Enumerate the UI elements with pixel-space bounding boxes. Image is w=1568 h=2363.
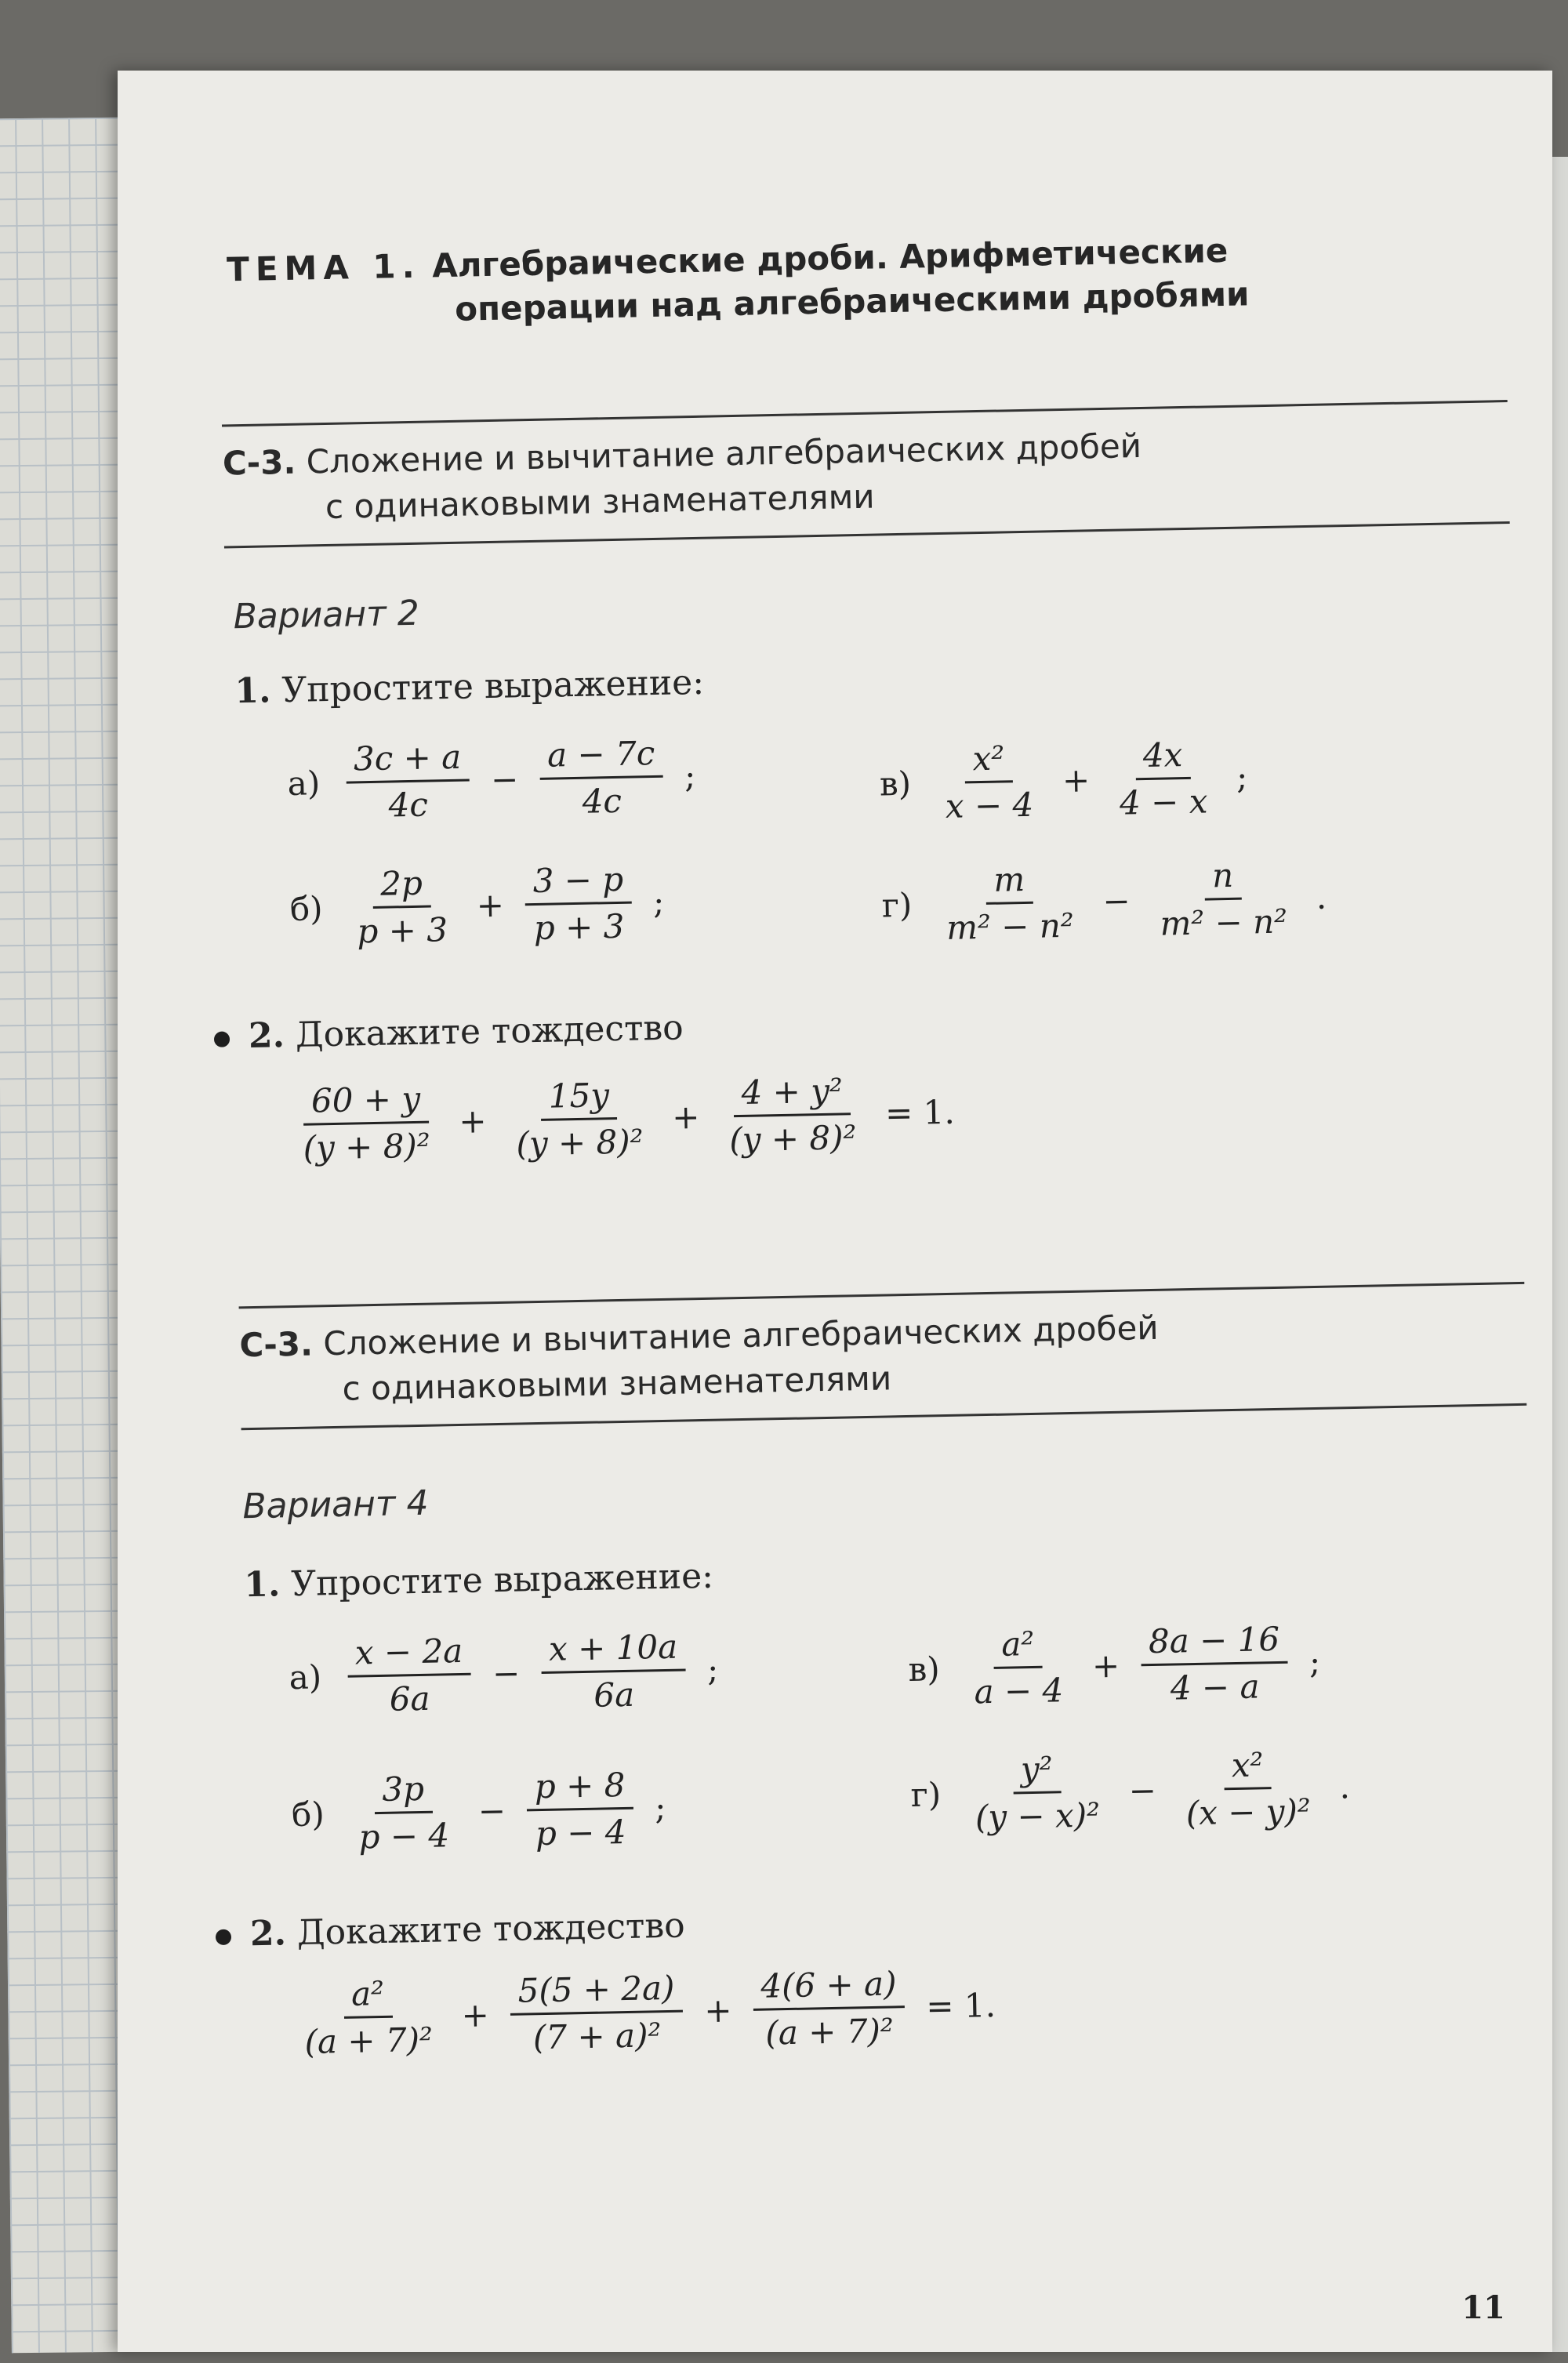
fraction: $\frac{5(5 + 2a)}{\text{(7 + a)²}}$ xyxy=(510,1969,684,2057)
identity-rhs: = 1. xyxy=(884,1092,956,1133)
task-number: 1. xyxy=(234,670,271,712)
task-2 xyxy=(213,1007,684,1056)
operator: + xyxy=(703,1991,733,2031)
bullet-icon xyxy=(214,1031,230,1047)
fraction: $\frac{8a - 16}{4 - a}$ xyxy=(1140,1620,1288,1708)
operator: + xyxy=(476,885,505,925)
topic-label: ТЕМА 1. xyxy=(226,246,422,289)
item-label: г) xyxy=(910,1775,942,1814)
operator: + xyxy=(1062,760,1091,800)
topic-title-line2: операции над алгебраическими дробями xyxy=(454,274,1250,328)
section-code: С-3. xyxy=(222,442,296,483)
task-text: Упростите выражение: xyxy=(281,662,705,711)
fraction: $\frac{15y}{\text{(y + 8)²}}$ xyxy=(516,1076,644,1163)
operator: + xyxy=(1091,1646,1120,1686)
task-text: Упростите выражение: xyxy=(290,1555,714,1605)
fraction: $\frac{\text{a²}}{a - 4}$ xyxy=(974,1624,1064,1711)
operator: − xyxy=(492,1653,521,1693)
fraction: $\frac{4(6 + a)}{\text{(a + 7)²}}$ xyxy=(753,1964,906,2053)
task-text: Докажите тождество xyxy=(295,1007,684,1055)
section-title-line1: Сложение и вычитание алгебраических дробей xyxy=(322,1308,1160,1363)
page-number: 11 xyxy=(1461,2289,1505,2326)
task-number: 2. xyxy=(248,1015,285,1057)
operator: − xyxy=(477,1791,506,1831)
fraction: $\frac{\text{y²}}{\text{(y − x)²}}$ xyxy=(975,1749,1101,1837)
exercise-item-b: б) $\frac{3p}{p - 4}$ − $\frac{p + 8}{p - 4}$ ; xyxy=(291,1765,666,1857)
operator: + xyxy=(671,1097,700,1137)
exercise-item-a: а) $\frac{x - 2a}{6a}$ − $\frac{x + 10a}{6a}$ ; xyxy=(289,1627,719,1719)
task-number: 1. xyxy=(243,1564,281,1606)
operator: − xyxy=(1102,881,1131,921)
item-label: г) xyxy=(881,885,913,925)
fraction: $\frac{4x}{4 - x}$ xyxy=(1119,735,1208,822)
identity-expression xyxy=(291,1962,1003,2061)
task-2 xyxy=(215,1906,685,1955)
fraction: $\frac{\text{x²}}{x - 4}$ xyxy=(945,739,1034,826)
fraction: $\frac{\text{4 + y²}}{\text{(y + 8)²}}$ xyxy=(728,1071,857,1160)
topic-heading xyxy=(227,224,1483,336)
exercise-item-a: а) $\frac{3c + a}{4c}$ − $\frac{a - 7c}{4c}$ ; xyxy=(287,734,696,825)
operator: − xyxy=(490,760,519,800)
section-title-line2: с одинаковыми знаменателями xyxy=(325,477,875,527)
item-label: а) xyxy=(289,1657,322,1697)
section-code: С-3. xyxy=(239,1324,314,1365)
task-1 xyxy=(244,1556,713,1605)
task-text: Докажите тождество xyxy=(296,1905,686,1954)
exercise-item-g: г) $\frac{m}{\text{m² − n²}}$ − $\frac{n}{\text{m² − n²}}$ . xyxy=(881,855,1327,947)
fraction: $\frac{x - 2a}{6a}$ xyxy=(347,1632,471,1719)
fraction: $\frac{a - 7c}{4c}$ xyxy=(539,734,664,822)
section-header-variant-4 xyxy=(239,1282,1527,1430)
operator: − xyxy=(1128,1770,1157,1810)
fraction: $\frac{x + 10a}{6a}$ xyxy=(541,1627,687,1715)
identity-rhs: = 1. xyxy=(925,1985,996,2026)
section-header-variant-2 xyxy=(222,400,1510,548)
fraction: $\frac{p + 8}{p - 4}$ xyxy=(526,1766,634,1853)
fraction: $\frac{n}{\text{m² − n²}}$ xyxy=(1160,855,1288,943)
fraction: $\frac{3c + a}{4c}$ xyxy=(346,738,470,826)
item-label: б) xyxy=(291,1795,325,1835)
bullet-icon xyxy=(216,1929,231,1944)
section-title-line2: с одинаковыми знаменателями xyxy=(342,1359,892,1408)
fraction: $\frac{3p}{p - 4}$ xyxy=(358,1769,450,1857)
item-label: а) xyxy=(287,764,321,804)
operator: + xyxy=(458,1102,488,1141)
task-1 xyxy=(234,662,704,711)
variant-title: Вариант 2 xyxy=(233,593,420,637)
operator: + xyxy=(461,1995,490,2035)
fraction: $\frac{3 - p}{p + 3}$ xyxy=(524,860,633,948)
fraction: $\frac{2p}{p + 3}$ xyxy=(356,863,448,951)
identity-expression xyxy=(289,1069,962,1167)
variant-title: Вариант 4 xyxy=(241,1483,429,1527)
fraction: $\frac{m}{\text{m² − n²}}$ xyxy=(946,859,1075,947)
textbook-page xyxy=(118,71,1552,2352)
item-label: в) xyxy=(879,764,912,804)
exercise-item-v: в) $\frac{\text{x²}}{x - 4}$ + $\frac{4x}{4 - x}$ ; xyxy=(879,735,1248,826)
section-title-line1: Сложение и вычитание алгебраических дробей xyxy=(306,427,1142,481)
exercise-item-b: б) $\frac{2p}{p + 3}$ + $\frac{3 - p}{p + 3}$ ; xyxy=(289,859,665,951)
exercise-item-v: в) $\frac{\text{a²}}{a - 4}$ + $\frac{8a - 16}{4 - a}$ ; xyxy=(908,1619,1321,1711)
item-label: в) xyxy=(908,1650,941,1690)
fraction: $\frac{\text{a²}}{\text{(a + 7)²}}$ xyxy=(304,1973,434,2061)
fraction: $\frac{60 + y}{\text{(y + 8)²}}$ xyxy=(303,1079,431,1167)
exercise-item-g: г) $\frac{\text{y²}}{\text{(y − x)²}}$ − $\frac{\text{x²}}{\text{(x − y)²}}$ . xyxy=(910,1745,1351,1837)
task-number: 2. xyxy=(249,1913,287,1955)
fraction: $\frac{\text{x²}}{\text{(x − y)²}}$ xyxy=(1185,1745,1312,1833)
topic-title-line1: Алгебраические дроби. Арифметические xyxy=(431,230,1229,285)
item-label: б) xyxy=(289,889,323,928)
